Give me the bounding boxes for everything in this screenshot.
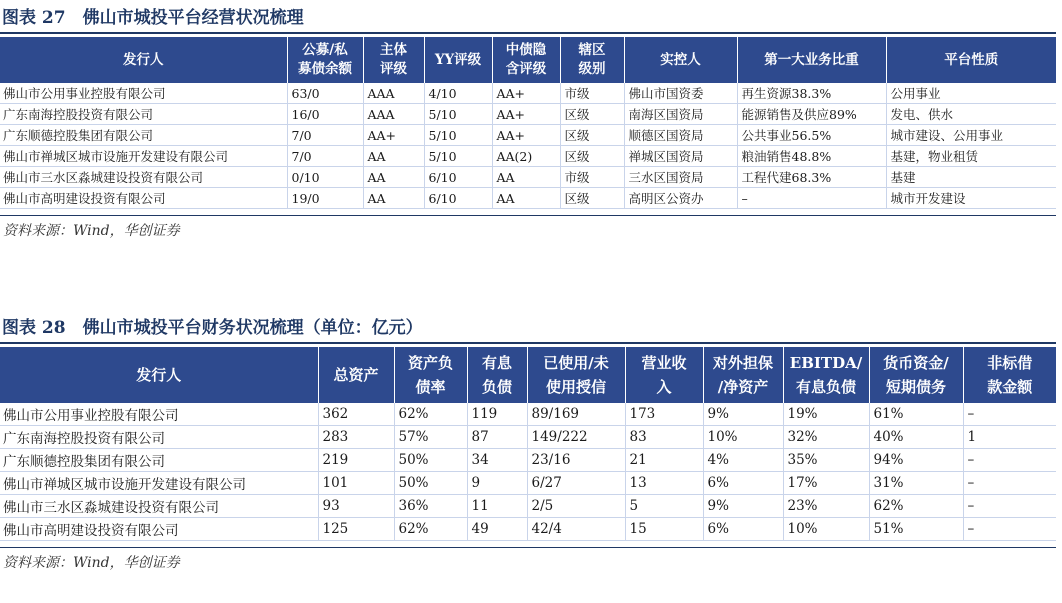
table-cell: – bbox=[963, 495, 1056, 518]
column-header: 非标借 款金额 bbox=[963, 347, 1056, 403]
table-cell: 能源销售及供应89% bbox=[737, 104, 886, 125]
table-cell: AA+ bbox=[363, 125, 424, 146]
table-cell: 61% bbox=[869, 403, 963, 426]
table-cell: 36% bbox=[394, 495, 467, 518]
table-header-row bbox=[0, 347, 1056, 403]
table-cell: 15 bbox=[625, 518, 703, 541]
figure-27-source: 资料来源：Wind，华创证券 bbox=[0, 215, 1056, 240]
table-cell: 佛山市国资委 bbox=[624, 83, 737, 104]
table-cell: 173 bbox=[625, 403, 703, 426]
table-cell: 禅城区国资局 bbox=[624, 146, 737, 167]
table-cell: 119 bbox=[467, 403, 527, 426]
table-cell: 9 bbox=[467, 472, 527, 495]
table-cell: AA+ bbox=[492, 104, 560, 125]
figure-28-title: 图表 28 佛山市城投平台财务状况梳理（单位：亿元） bbox=[0, 314, 1056, 344]
table-cell: 城市开发建设 bbox=[886, 188, 1056, 209]
table-cell: 10% bbox=[783, 518, 869, 541]
column-header: 发行人 bbox=[0, 347, 318, 403]
table-row bbox=[0, 167, 1056, 188]
table-cell: 6% bbox=[703, 472, 783, 495]
table-cell: 粮油销售48.8% bbox=[737, 146, 886, 167]
table-cell: 区级 bbox=[560, 125, 624, 146]
table-cell: 0/10 bbox=[287, 167, 363, 188]
table-row bbox=[0, 125, 1056, 146]
table-cell: 21 bbox=[625, 449, 703, 472]
table-cell: 广东顺德控股集团有限公司 bbox=[0, 449, 318, 472]
table-cell: 57% bbox=[394, 426, 467, 449]
table-row bbox=[0, 449, 1056, 472]
table-cell: 50% bbox=[394, 472, 467, 495]
table-cell: 南海区国资局 bbox=[624, 104, 737, 125]
table-cell: 2/5 bbox=[527, 495, 625, 518]
table-row bbox=[0, 83, 1056, 104]
table-row bbox=[0, 495, 1056, 518]
table-cell: 23/16 bbox=[527, 449, 625, 472]
table-cell: 佛山市三水区淼城建设投资有限公司 bbox=[0, 495, 318, 518]
table-cell: 佛山市公用事业控股有限公司 bbox=[0, 83, 287, 104]
table-cell: 广东南海控股投资有限公司 bbox=[0, 426, 318, 449]
table-header-row bbox=[0, 37, 1056, 83]
table-cell: 区级 bbox=[560, 188, 624, 209]
column-header: 资产负 债率 bbox=[394, 347, 467, 403]
table-cell: 公共事业56.5% bbox=[737, 125, 886, 146]
table-row bbox=[0, 518, 1056, 541]
table-cell: 1 bbox=[963, 426, 1056, 449]
table-cell: AA(2) bbox=[492, 146, 560, 167]
table-cell: 工程代建68.3% bbox=[737, 167, 886, 188]
column-header: 有息 负债 bbox=[467, 347, 527, 403]
table-cell: 89/169 bbox=[527, 403, 625, 426]
table-cell: 区级 bbox=[560, 104, 624, 125]
table-cell: 佛山市三水区淼城建设投资有限公司 bbox=[0, 167, 287, 188]
table-cell: AA bbox=[492, 167, 560, 188]
column-header: 中债隐 含评级 bbox=[492, 37, 560, 83]
table-cell: 34 bbox=[467, 449, 527, 472]
table-cell: 5/10 bbox=[424, 104, 492, 125]
table-cell: 5/10 bbox=[424, 146, 492, 167]
table-cell: 40% bbox=[869, 426, 963, 449]
table-cell: 7/0 bbox=[287, 146, 363, 167]
table-cell: 城市建设、公用事业 bbox=[886, 125, 1056, 146]
table-cell: 62% bbox=[869, 495, 963, 518]
table-cell: 42/4 bbox=[527, 518, 625, 541]
column-header: 已使用/未 使用授信 bbox=[527, 347, 625, 403]
table-cell: AAA bbox=[363, 104, 424, 125]
figure-28-source: 资料来源：Wind，华创证券 bbox=[0, 547, 1056, 572]
table-cell: AA+ bbox=[492, 83, 560, 104]
table-row bbox=[0, 426, 1056, 449]
column-header: 总资产 bbox=[318, 347, 394, 403]
table-row bbox=[0, 403, 1056, 426]
table-cell: 佛山市高明建设投资有限公司 bbox=[0, 188, 287, 209]
table-cell: – bbox=[963, 403, 1056, 426]
table-cell: 19/0 bbox=[287, 188, 363, 209]
table-cell: 4/10 bbox=[424, 83, 492, 104]
table-cell: 市级 bbox=[560, 83, 624, 104]
column-header: 营业收 入 bbox=[625, 347, 703, 403]
table-cell: AA bbox=[363, 167, 424, 188]
column-header: 货币资金/ 短期债务 bbox=[869, 347, 963, 403]
table-cell: – bbox=[737, 188, 886, 209]
table-cell: 87 bbox=[467, 426, 527, 449]
table-cell: – bbox=[963, 449, 1056, 472]
table-row bbox=[0, 104, 1056, 125]
table-cell: 市级 bbox=[560, 167, 624, 188]
figure-28 bbox=[0, 314, 1056, 572]
table-cell: 区级 bbox=[560, 146, 624, 167]
table-cell: 16/0 bbox=[287, 104, 363, 125]
figure-27 bbox=[0, 4, 1056, 240]
table-row bbox=[0, 188, 1056, 209]
table-cell: 发电、供水 bbox=[886, 104, 1056, 125]
table-cell: 5 bbox=[625, 495, 703, 518]
table-cell: 6/27 bbox=[527, 472, 625, 495]
table-cell: 93 bbox=[318, 495, 394, 518]
table-cell: 62% bbox=[394, 403, 467, 426]
table-cell: 顺德区国资局 bbox=[624, 125, 737, 146]
table-row bbox=[0, 472, 1056, 495]
table-row bbox=[0, 146, 1056, 167]
table-cell: 10% bbox=[703, 426, 783, 449]
column-header: EBITDA/ 有息负债 bbox=[783, 347, 869, 403]
table-cell: 125 bbox=[318, 518, 394, 541]
table-cell: 51% bbox=[869, 518, 963, 541]
table-cell: 6/10 bbox=[424, 188, 492, 209]
table-cell: 94% bbox=[869, 449, 963, 472]
table-cell: 再生资源38.3% bbox=[737, 83, 886, 104]
table-cell: AA bbox=[363, 188, 424, 209]
table-cell: 基建，物业租赁 bbox=[886, 146, 1056, 167]
table-cell: 219 bbox=[318, 449, 394, 472]
table-cell: 17% bbox=[783, 472, 869, 495]
column-header: 实控人 bbox=[624, 37, 737, 83]
table-cell: 佛山市高明建设投资有限公司 bbox=[0, 518, 318, 541]
table-cell: 6/10 bbox=[424, 167, 492, 188]
table-cell: 50% bbox=[394, 449, 467, 472]
table-cell: 101 bbox=[318, 472, 394, 495]
table-cell: 35% bbox=[783, 449, 869, 472]
table-cell: AA+ bbox=[492, 125, 560, 146]
table-cell: 283 bbox=[318, 426, 394, 449]
table-cell: 83 bbox=[625, 426, 703, 449]
table-cell: 32% bbox=[783, 426, 869, 449]
table-cell: 广东南海控股投资有限公司 bbox=[0, 104, 287, 125]
table-cell: 31% bbox=[869, 472, 963, 495]
table-cell: 基建 bbox=[886, 167, 1056, 188]
column-header: 公募/私 募债余额 bbox=[287, 37, 363, 83]
table-cell: 9% bbox=[703, 495, 783, 518]
table-cell: 23% bbox=[783, 495, 869, 518]
table-cell: 三水区国资局 bbox=[624, 167, 737, 188]
table-cell: 63/0 bbox=[287, 83, 363, 104]
table-cell: 4% bbox=[703, 449, 783, 472]
table-cell: – bbox=[963, 518, 1056, 541]
column-header: YY评级 bbox=[424, 37, 492, 83]
table-cell: AAA bbox=[363, 83, 424, 104]
column-header: 第一大业务比重 bbox=[737, 37, 886, 83]
table-cell: 6% bbox=[703, 518, 783, 541]
financials-table bbox=[0, 347, 1056, 541]
column-header: 对外担保 /净资产 bbox=[703, 347, 783, 403]
table-cell: 362 bbox=[318, 403, 394, 426]
column-header: 辖区 级别 bbox=[560, 37, 624, 83]
table-cell: AA bbox=[492, 188, 560, 209]
table-cell: 佛山市禅城区城市设施开发建设有限公司 bbox=[0, 146, 287, 167]
table-cell: – bbox=[963, 472, 1056, 495]
table-cell: 5/10 bbox=[424, 125, 492, 146]
column-header: 平台性质 bbox=[886, 37, 1056, 83]
table-cell: 佛山市公用事业控股有限公司 bbox=[0, 403, 318, 426]
figure-27-title: 图表 27 佛山市城投平台经营状况梳理 bbox=[0, 4, 1056, 34]
table-cell: 广东顺德控股集团有限公司 bbox=[0, 125, 287, 146]
table-cell: 19% bbox=[783, 403, 869, 426]
column-header: 发行人 bbox=[0, 37, 287, 83]
table-cell: 13 bbox=[625, 472, 703, 495]
table-cell: 62% bbox=[394, 518, 467, 541]
table-cell: 11 bbox=[467, 495, 527, 518]
table-cell: AA bbox=[363, 146, 424, 167]
operations-table bbox=[0, 37, 1056, 209]
table-cell: 公用事业 bbox=[886, 83, 1056, 104]
table-cell: 9% bbox=[703, 403, 783, 426]
table-cell: 佛山市禅城区城市设施开发建设有限公司 bbox=[0, 472, 318, 495]
table-cell: 49 bbox=[467, 518, 527, 541]
table-cell: 149/222 bbox=[527, 426, 625, 449]
column-header: 主体 评级 bbox=[363, 37, 424, 83]
table-cell: 高明区公资办 bbox=[624, 188, 737, 209]
table-cell: 7/0 bbox=[287, 125, 363, 146]
